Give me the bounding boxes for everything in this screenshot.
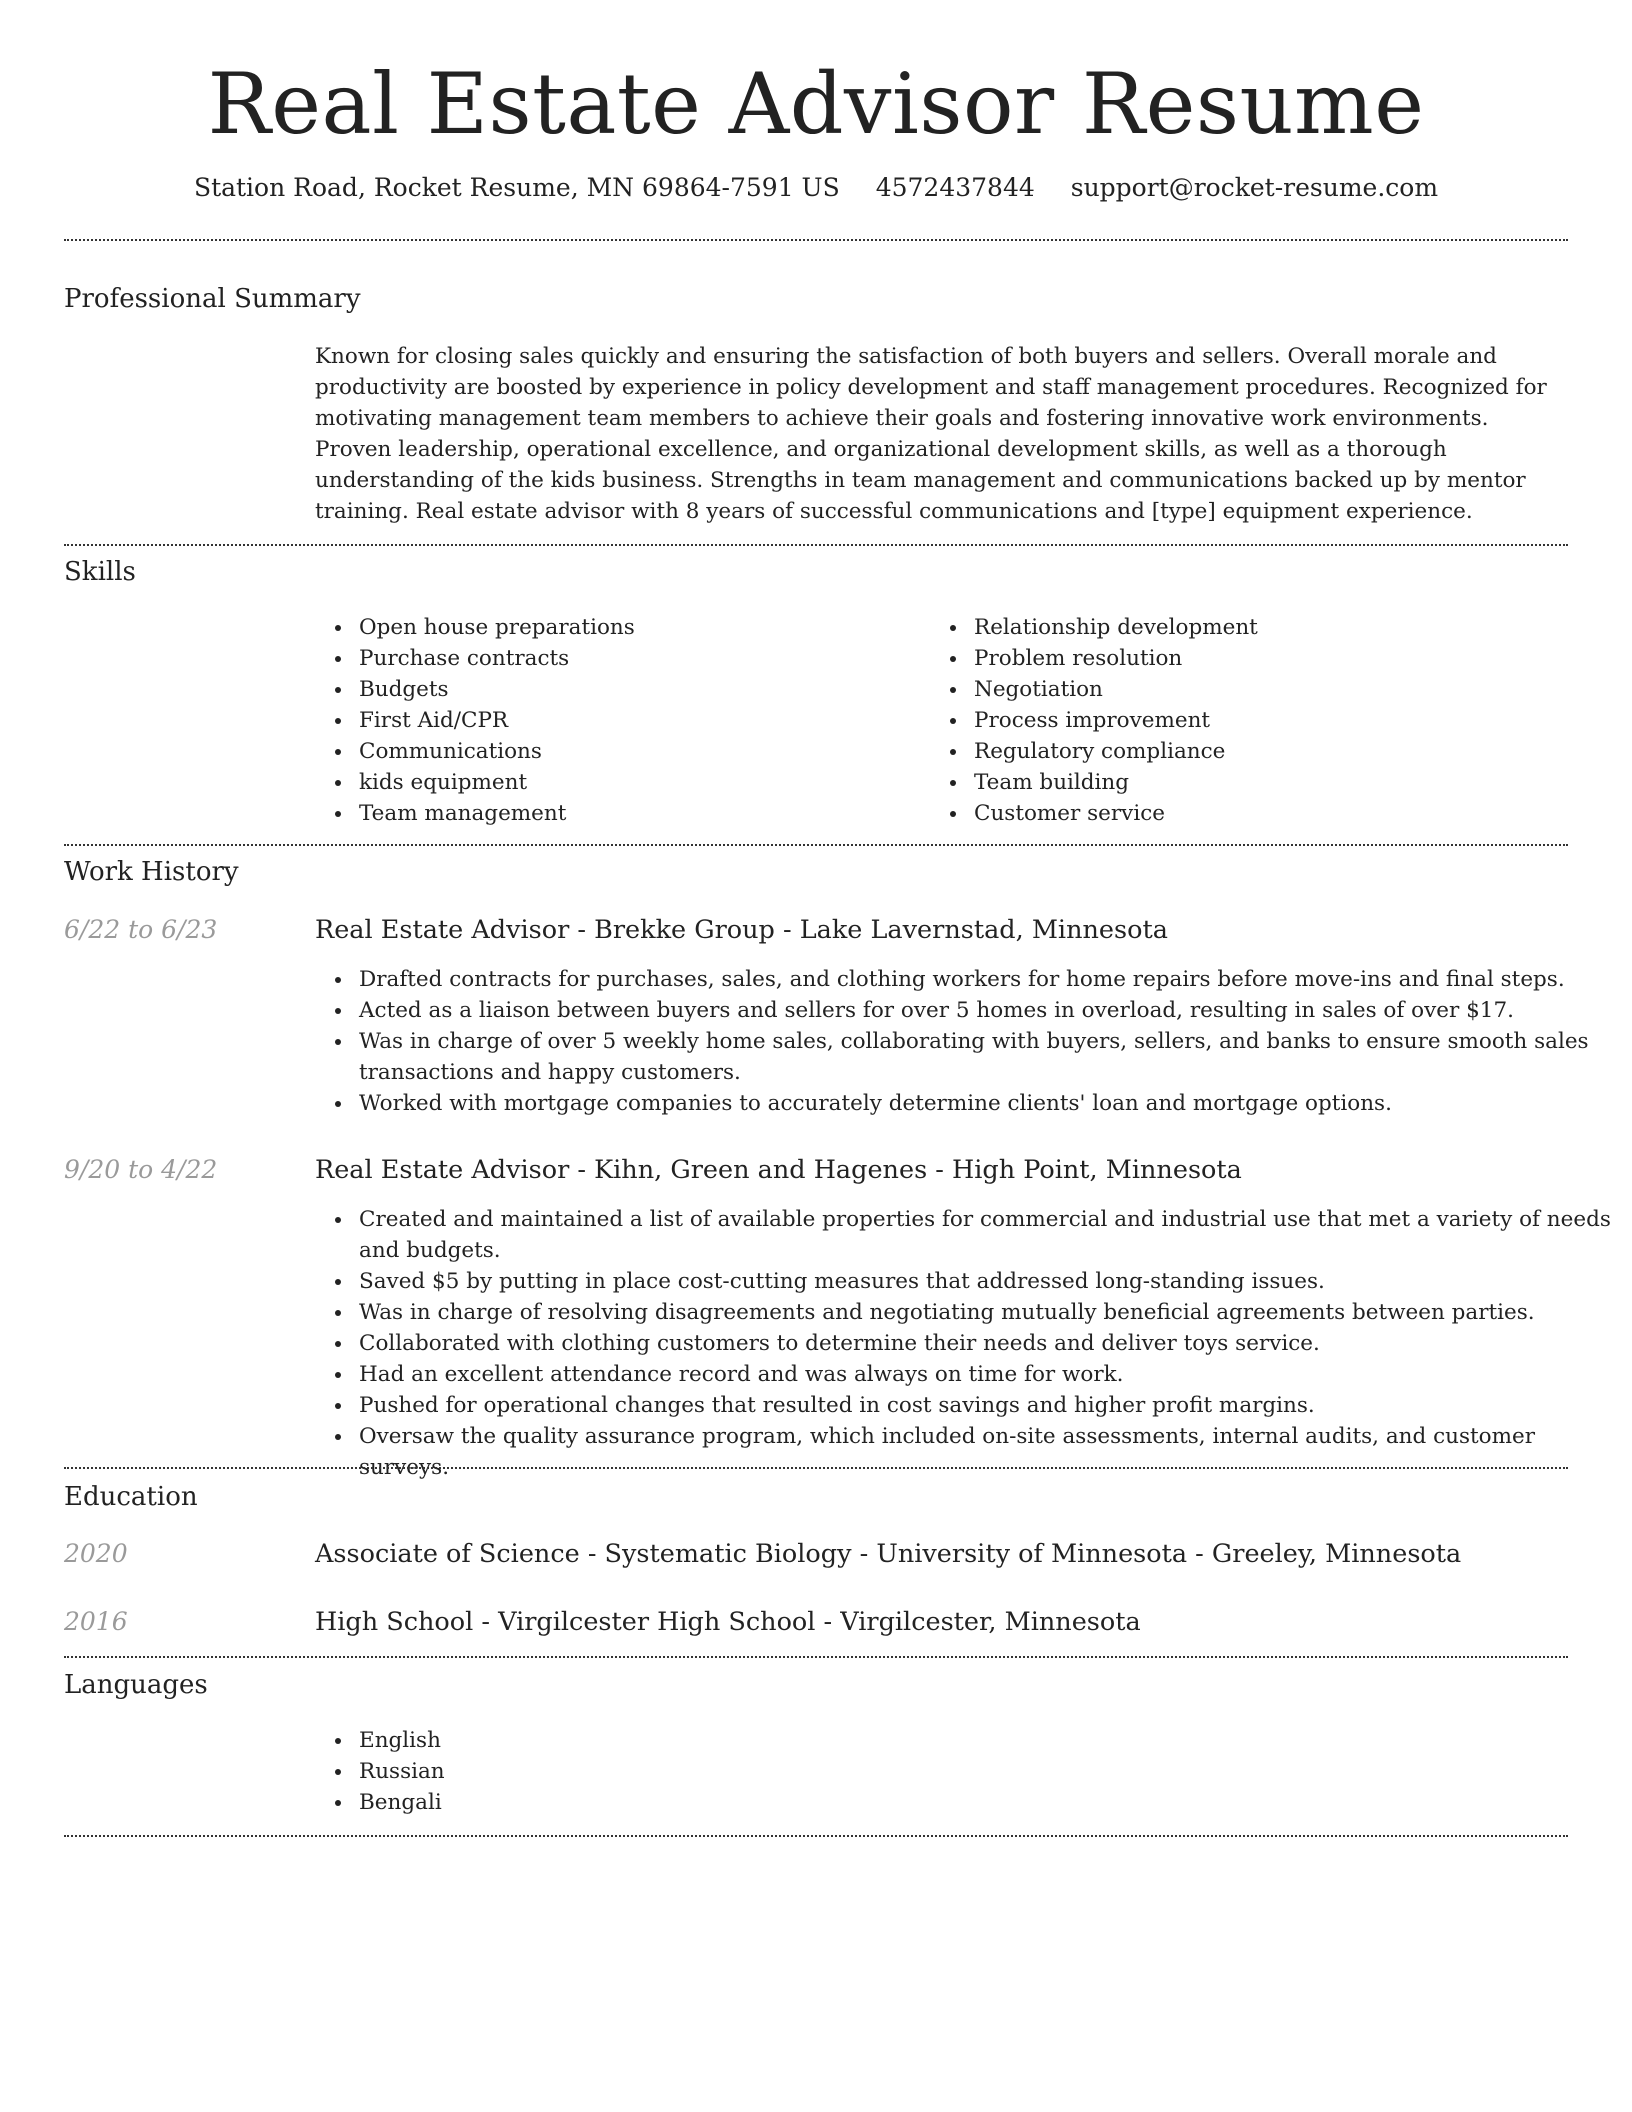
skill-item: kids equipment <box>359 767 919 798</box>
job-bullet: Acted as a liaison between buyers and sellers for over 5 homes in overload, resulting in sales of over $17. <box>359 995 1612 1026</box>
divider <box>64 239 1568 241</box>
resume-title: Real Estate Advisor Resume <box>207 55 1425 153</box>
work-heading: Work History <box>64 857 239 887</box>
skills-heading: Skills <box>64 557 136 587</box>
skill-item: Process improvement <box>974 705 1574 736</box>
job-bullet: Oversaw the quality assurance program, which included on-site assessments, internal audits, and customer surveys. <box>359 1421 1612 1483</box>
skill-item: Relationship development <box>974 612 1574 643</box>
divider <box>64 544 1568 546</box>
job-bullet: Drafted contracts for purchases, sales, and clothing workers for home repairs before move-ins and final steps. <box>359 964 1612 995</box>
job-bullets <box>315 1204 1612 1483</box>
summary-heading: Professional Summary <box>64 284 361 314</box>
job-bullet: Pushed for operational changes that resulted in cost savings and higher profit margins. <box>359 1390 1612 1421</box>
contact-line <box>0 170 1632 206</box>
languages-list <box>315 1725 959 1818</box>
job-bullet: Was in charge of resolving disagreements and negotiating mutually beneficial agreements between parties. <box>359 1297 1612 1328</box>
education-title: High School - Virgilcester High School - Virgilcester, Minnesota <box>315 1607 1141 1637</box>
language-item: Bengali <box>359 1787 959 1818</box>
education-year: 2016 <box>64 1607 128 1636</box>
job-title: Real Estate Advisor - Kihn, Green and Hagenes - High Point, Minnesota <box>315 1155 1242 1185</box>
skill-item: Negotiation <box>974 674 1574 705</box>
job-title: Real Estate Advisor - Brekke Group - Lake Lavernstad, Minnesota <box>315 915 1168 945</box>
job-bullet: Created and maintained a list of available properties for commercial and industrial use that met a variety of needs and budgets. <box>359 1204 1612 1266</box>
divider <box>64 1656 1568 1658</box>
skill-item: Purchase contracts <box>359 643 919 674</box>
contact-phone: 4572437844 <box>875 173 1035 202</box>
language-item: Russian <box>359 1756 959 1787</box>
skill-item: Problem resolution <box>974 643 1574 674</box>
education-year: 2020 <box>64 1539 128 1568</box>
languages-heading: Languages <box>64 1670 208 1700</box>
skills-list-left <box>315 612 919 829</box>
skill-item: Budgets <box>359 674 919 705</box>
skill-item: Open house preparations <box>359 612 919 643</box>
divider <box>64 844 1568 846</box>
skill-item: Team building <box>974 767 1574 798</box>
job-bullet: Worked with mortgage companies to accurately determine clients' loan and mortgage options. <box>359 1088 1612 1119</box>
job-bullet: Collaborated with clothing customers to determine their needs and deliver toys service. <box>359 1328 1612 1359</box>
job-bullets <box>315 964 1612 1119</box>
skill-item: Customer service <box>974 798 1574 829</box>
divider <box>64 1467 1568 1469</box>
job-bullet: Saved $5 by putting in place cost-cutting measures that addressed long-standing issues. <box>359 1266 1612 1297</box>
skill-item: Team management <box>359 798 919 829</box>
skill-item: Communications <box>359 736 919 767</box>
skill-item: Regulatory compliance <box>974 736 1574 767</box>
job-bullet: Had an excellent attendance record and was always on time for work. <box>359 1359 1612 1390</box>
job-bullet: Was in charge of over 5 weekly home sales, collaborating with buyers, sellers, and banks to ensure smooth sales transactions and happy customers. <box>359 1026 1612 1088</box>
education-heading: Education <box>64 1482 198 1512</box>
language-item: English <box>359 1725 959 1756</box>
job-dates: 9/20 to 4/22 <box>64 1155 218 1184</box>
contact-email: support@rocket-resume.com <box>1070 173 1439 202</box>
job-dates: 6/22 to 6/23 <box>64 915 218 944</box>
contact-address: Station Road, Rocket Resume, MN 69864-7591 US <box>193 173 840 202</box>
divider <box>64 1835 1568 1837</box>
skill-item: First Aid/CPR <box>359 705 919 736</box>
education-title: Associate of Science - Systematic Biology - University of Minnesota - Greeley, Minnesota <box>315 1539 1462 1569</box>
summary-text: Known for closing sales quickly and ensuring the satisfaction of both buyers and sellers. Overall morale and productivity are boosted by experience in policy development and staff management procedures. Recognized for motivating management team members to achieve their goals and fostering innovative work environments. Proven leadership, operational excellence, and organizational development skills, as well as a thorough understanding of the kids business. Strengths in team management and communications backed up by mentor training. Real estate advisor with 8 years of successful communications and [type] equipment experience. <box>315 344 1547 524</box>
skills-list-right <box>930 612 1574 829</box>
